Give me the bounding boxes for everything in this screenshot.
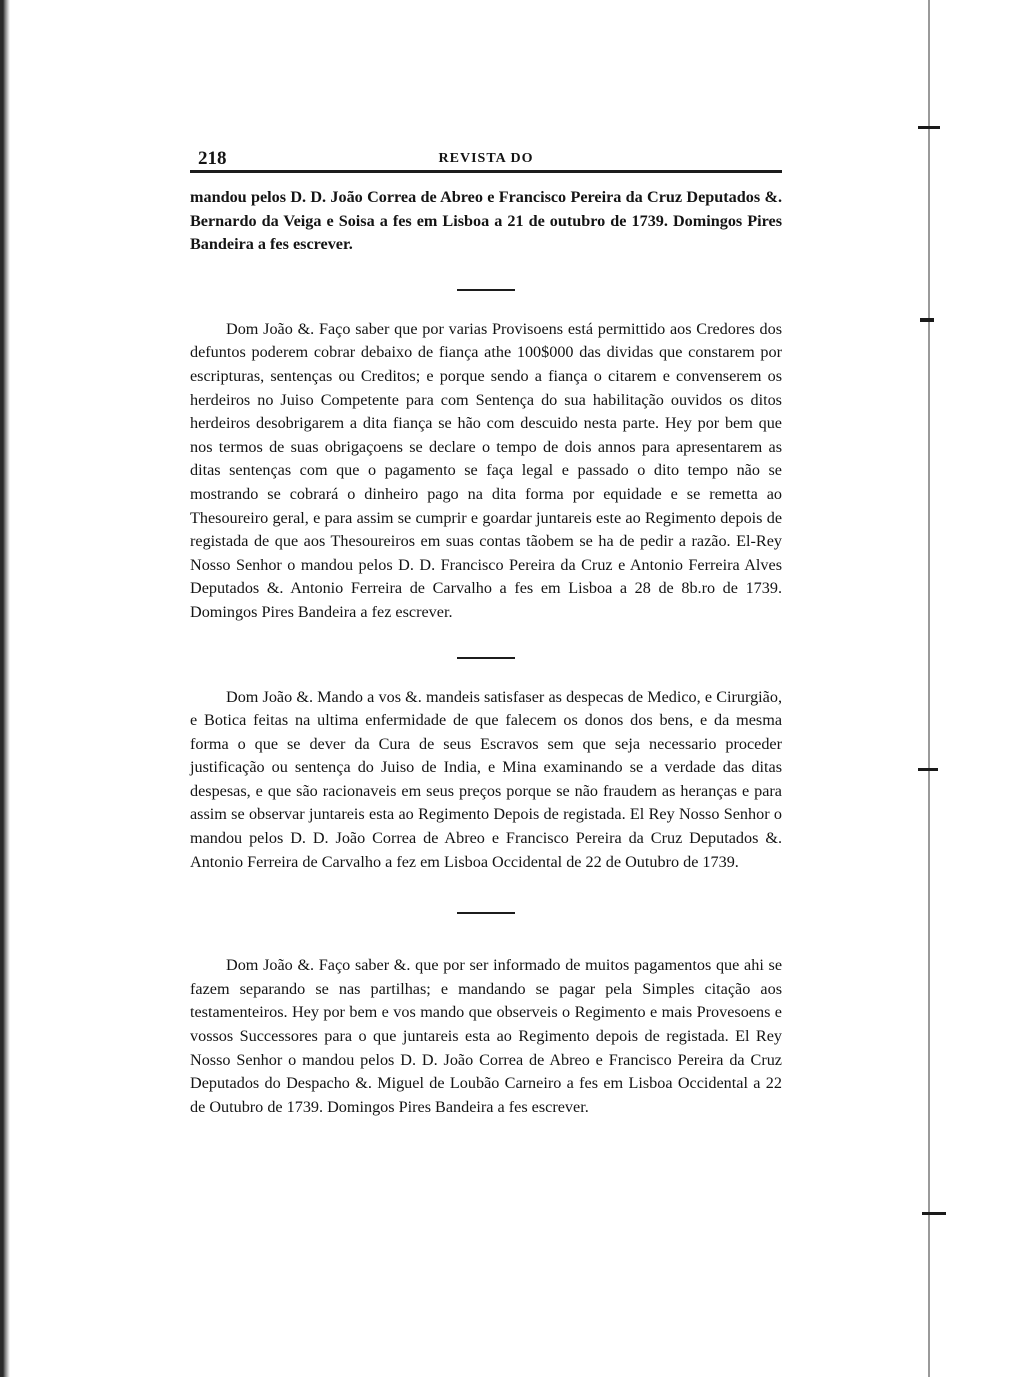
scan-edge-line (928, 0, 930, 1377)
paragraph: Dom João &. Faço saber &. que por ser informado de muitos pagamentos que ahi se fazem separando se nas partilhas; e mandando se pagar pela Simples citação aos testamenteiros. Hey por bem e vos mando que observeis o Regimento e mais Provesoens e vossos Successores para o que juntareis esta ao Regimento depois de registada. El Rey Nosso Senhor o mandou pelos D. D. João Correa de Abreo e Francisco Pereira da Cruz Deputados do Despacho &. Miguel de Loubão Carneiro a fes em Lisboa Occidental a 22 de Outubro de 1739. Domingos Pires Bandeira a fes escrever. (190, 956, 782, 1116)
section-divider (457, 289, 515, 291)
paragraph: Dom João &. Mando a vos &. mandeis satisfaser as despecas de Medico, e Cirurgião, e Botica feitas na ultima enfermidade de que falecem os donos dos bens, e da mesma forma o que se dever da Cura de seus Escravos sem que seja necessario proceder justificação ou sentença do Juiso de India, e Mina examinando se a verdade das ditas despesas, e que são racionaveis em seus preços porque se não fraudem as heranças e para assim se observar juntareis esta ao Regimento Depois de registada. El Rey Nosso Senhor o mandou pelos D. D. João Correa de Abreo e Francisco Pereira da Cruz Deputados &. Antonio Ferreira de Carvalho a fez em Lisboa Occidental de 22 de Outubro de 1739. (190, 687, 782, 871)
document-page (190, 140, 782, 1119)
journal-title: REVISTA DO (438, 151, 534, 166)
section-divider (457, 657, 515, 659)
scan-mark (922, 1212, 946, 1215)
page-number: 218 (198, 148, 227, 169)
scan-mark (918, 768, 938, 771)
running-header (190, 140, 782, 173)
paragraph: mandou pelos D. D. João Correa de Abreo e Francisco Pereira da Cruz Deputados &. Bernardo da Veiga e Soisa a fes em Lisboa a 21 de outubro de 1739. Domingos Pires Bandeira a fes escrever. (190, 188, 782, 254)
section-divider (457, 912, 515, 914)
scan-mark (920, 318, 934, 322)
scan-edge (0, 0, 10, 1377)
scan-mark (918, 126, 940, 129)
paragraph: Dom João &. Faço saber que por varias Provisoens está permittido aos Credores dos defuntos poderem cobrar debaixo de fiança athe 100$000 das dividas que constarem por escripturas, sentenças ou Creditos; e porque sendo a fiança o citarem e convenserem os herdeiros no Juiso Competente para com Sentença do sua habilitação ouvidos os ditos herdeiros desobrigarem a dita fiança se hão com descuido nesta parte. Hey por bem que nos termos de suas obrigaçoens se declare o tempo de dois annos para apresentarem as ditas sentenças com que o pagamento se faça legal e passado o dito tempo não se mostrando se cobrará o dinheiro pago na dita forma por equidade e se remetta ao Thesoureiro geral, e para assim se cumprir e goardar juntareis este ao Regimento depois de registada de que aos Thesoureiros em suas contas tãobem se ha de pedir a razão. El-Rey Nosso Senhor o mandou pelos D. D. Francisco Pereira da Cruz e Antonio Ferreira Alves Deputados &. Antonio Ferreira de Carvalho a fes em Lisboa a 28 de 8b.ro de 1739. Domingos Pires Bandeira a fez escrever. (190, 319, 782, 621)
